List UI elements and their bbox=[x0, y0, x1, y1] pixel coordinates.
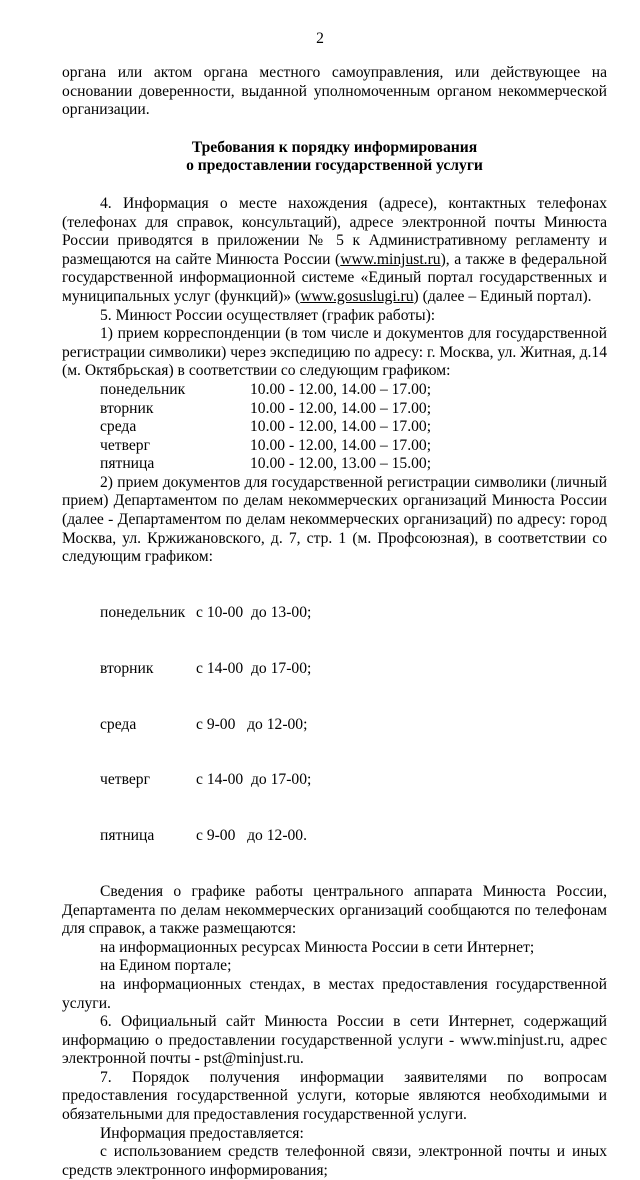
p4-text-3: ) (далее – Единый портал). bbox=[413, 287, 592, 305]
schedule-day: понедельник bbox=[100, 604, 186, 622]
schedule-day: вторник bbox=[100, 399, 154, 417]
paragraph-4 bbox=[62, 195, 607, 307]
schedule-department bbox=[62, 567, 607, 883]
schedule-time: 10.00 - 12.00, 13.00 – 15.00; bbox=[250, 455, 432, 473]
schedule-row bbox=[62, 716, 607, 735]
schedule-time: 10.00 - 12.00, 14.00 – 17.00; bbox=[250, 380, 432, 398]
schedule-time: 10.00 - 12.00, 14.00 – 17.00; bbox=[250, 418, 432, 436]
paragraph-stands: на информационных стендах, в местах предоставления государственной услуги. bbox=[62, 975, 607, 1012]
paragraph-5-1: 1) прием корреспонденции (в том числе и документов для государственной регистрации символики) через экспедицию по адресу: г. Москва, ул. Житная, д.14 (м. Октябрьская) в соответствии со следующим графиком: bbox=[62, 325, 607, 380]
schedule-day: четверг bbox=[100, 771, 150, 789]
paragraph-5-2: 2) прием документов для государственной регистрации символики (личный прием) Департаментом по делам некоммерческих организаций Минюста России (далее - Департаментом по делам некоммерческих организаций) по адресу: город Москва, ул. Кржижановского, д. 7, стр. 1 (м. Профсоюзная), в соответствии со следующим графиком: bbox=[62, 473, 607, 566]
section-title-line2: о предоставлении государственной услуги bbox=[186, 157, 483, 175]
paragraph-7: 7. Порядок получения информации заявителями по вопросам предоставления государственной услуги, которые являются необходимыми и обязательными для предоставления государственной услуги. bbox=[62, 1068, 607, 1124]
intro-paragraph: органа или актом органа местного самоуправления, или действующее на основании доверенности, выданной уполномоченным органом некоммерческой организации. bbox=[62, 64, 607, 119]
schedule-row bbox=[62, 660, 607, 679]
schedule-day: среда bbox=[100, 418, 137, 436]
schedule-row bbox=[62, 455, 607, 474]
schedule-row bbox=[62, 400, 607, 419]
schedule-row bbox=[62, 827, 607, 846]
schedule-row bbox=[62, 437, 607, 456]
schedule-row bbox=[62, 381, 607, 400]
section-title-line1: Требования к порядку информирования bbox=[191, 138, 478, 156]
paragraph-5: 5. Минюст России осуществляет (график работы): bbox=[100, 306, 436, 324]
minjust-link[interactable]: www.minjust.ru bbox=[340, 250, 441, 268]
schedule-time: 10.00 - 12.00, 14.00 – 17.00; bbox=[250, 399, 432, 417]
schedule-time: с 9-00 до 12-00. bbox=[196, 827, 308, 845]
page-number: 2 bbox=[316, 30, 324, 47]
schedule-day: пятница bbox=[100, 827, 155, 845]
paragraph-schedule-info: Сведения о графике работы центрального аппарата Минюста России, Департамента по делам некоммерческих организаций сообщаются по телефонам для справок, а также размещаются: bbox=[62, 882, 607, 938]
gosuslugi-link[interactable]: www.gosuslugi.ru bbox=[300, 287, 414, 305]
section-title bbox=[62, 139, 607, 176]
schedule-row bbox=[62, 604, 607, 623]
schedule-time: 10.00 - 12.00, 14.00 – 17.00; bbox=[250, 436, 432, 454]
schedule-time: с 9-00 до 12-00; bbox=[196, 715, 308, 733]
schedule-day: вторник bbox=[100, 659, 154, 677]
schedule-expedition bbox=[62, 381, 607, 474]
schedule-day: понедельник bbox=[100, 380, 186, 398]
paragraph-info-phone: с использованием средств телефонной связи, электронной почты и иных средств электронного информирования; bbox=[62, 1143, 607, 1179]
paragraph-portal: на Едином портале; bbox=[100, 957, 232, 975]
schedule-day: среда bbox=[100, 715, 137, 733]
schedule-day: пятница bbox=[100, 455, 155, 473]
paragraph-6: 6. Официальный сайт Минюста России в сети Интернет, содержащий информацию о предоставлении государственной услуги - www.minjust.ru, адрес электронной почты - pst@minjust.ru. bbox=[62, 1013, 607, 1068]
schedule-time: с 14-00 до 17-00; bbox=[196, 771, 312, 789]
paragraph-info: Информация предоставляется: bbox=[100, 1124, 304, 1142]
schedule-time: с 14-00 до 17-00; bbox=[196, 659, 312, 677]
p4-text-2: ), а также в федеральной государственной информационной системе «Единый портал государственных и муниципальных услуг (функций)» ( bbox=[62, 250, 607, 305]
schedule-row bbox=[62, 771, 607, 790]
schedule-row bbox=[62, 418, 607, 437]
document-body bbox=[62, 64, 607, 1180]
paragraph-resources: на информационных ресурсах Минюста России в сети Интернет; bbox=[100, 938, 535, 956]
schedule-time: с 10-00 до 13-00; bbox=[196, 604, 312, 622]
schedule-day: четверг bbox=[100, 436, 150, 454]
p4-text-1: 4. Информация о месте нахождения (адресе), контактных телефонах (телефонах для справок, консультаций), адресе электронной почты Минюста России приводятся в приложении № 5 к Административному регламенту и размещаются на сайте Минюста России ( bbox=[62, 194, 607, 268]
